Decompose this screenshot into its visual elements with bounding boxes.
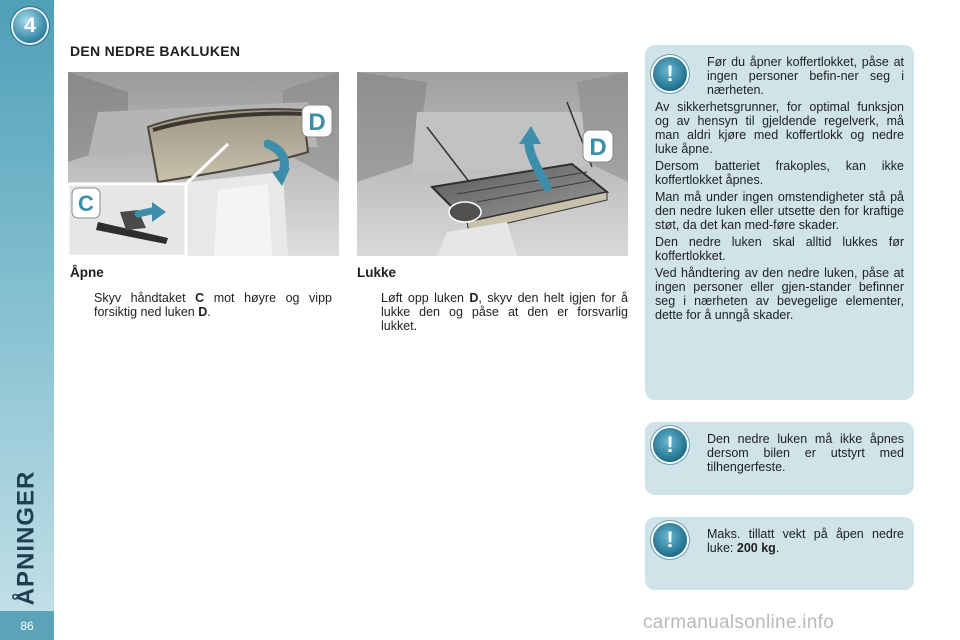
warning-icon: ! xyxy=(653,57,687,91)
warning-box-max-load xyxy=(645,517,914,590)
photo-open-illustration xyxy=(68,72,339,256)
warning-paragraph: Den nedre luken må ikke åpnes dersom bilen er utstyrt med tilhengerfeste. xyxy=(707,432,904,474)
label-d: D xyxy=(308,109,326,136)
watermark: carmanualsonline.info xyxy=(643,612,835,633)
chapter-title xyxy=(6,470,46,605)
section-title: DEN NEDRE BAKLUKEN xyxy=(70,43,241,59)
warning-paragraph: Dersom batteriet frakoples, kan ikke koffertlokket åpnes. xyxy=(655,159,904,187)
page-number: 86 xyxy=(0,611,54,640)
bullet-icon xyxy=(70,291,94,319)
open-instruction xyxy=(70,291,332,319)
warning-icon: ! xyxy=(653,428,687,462)
chapter-title-text: ÅPNINGER xyxy=(12,470,39,605)
bullet-icon xyxy=(357,291,381,333)
warning-box-safety xyxy=(645,45,914,400)
label-c: C xyxy=(78,191,94,216)
open-title: Åpne xyxy=(70,265,104,280)
label-d-2: D xyxy=(589,134,607,161)
close-title: Lukke xyxy=(357,265,397,280)
warning-paragraph: Maks. tillatt vekt på åpen nedre luke: 200 kg. xyxy=(707,527,904,555)
warning-box-tow-bar xyxy=(645,422,914,495)
warning-paragraph: Før du åpner koffertlokket, påse at ingen personer befin-ner seg i nærheten. xyxy=(707,55,904,97)
warning-paragraph: Man må under ingen omstendigheter stå på den nedre luken eller utsette den for kraftige støt, da det kan med-føre skader. xyxy=(655,190,904,232)
close-text: Løft opp luken D, skyv den helt igjen for å lukke den og påse at den er forsvarlig lukket. xyxy=(381,291,628,333)
photo-close-illustration xyxy=(357,72,628,256)
warning-icon: ! xyxy=(653,523,687,557)
close-instruction xyxy=(357,291,628,333)
chapter-number-badge: 4 xyxy=(13,9,47,43)
warning-paragraph: Av sikkerhetsgrunner, for optimal funksjon og av hensyn til gjeldende regelverk, må man aldri kjøre med koffertlokk og nedre luke åpne. xyxy=(655,100,904,156)
photo-close-tailgate xyxy=(357,72,628,256)
warning-paragraph: Ved håndtering av den nedre luken, påse at ingen personer eller gjen-stander befinner seg i nærheten av bevegelige elementer, dette for å unngå skader. xyxy=(655,266,904,322)
photo-open-tailgate xyxy=(68,72,339,256)
warning-paragraph: Den nedre luken skal alltid lukkes før koffertlokket. xyxy=(655,235,904,263)
open-text: Skyv håndtaket C mot høyre og vipp forsiktig ned luken D. xyxy=(94,291,332,319)
